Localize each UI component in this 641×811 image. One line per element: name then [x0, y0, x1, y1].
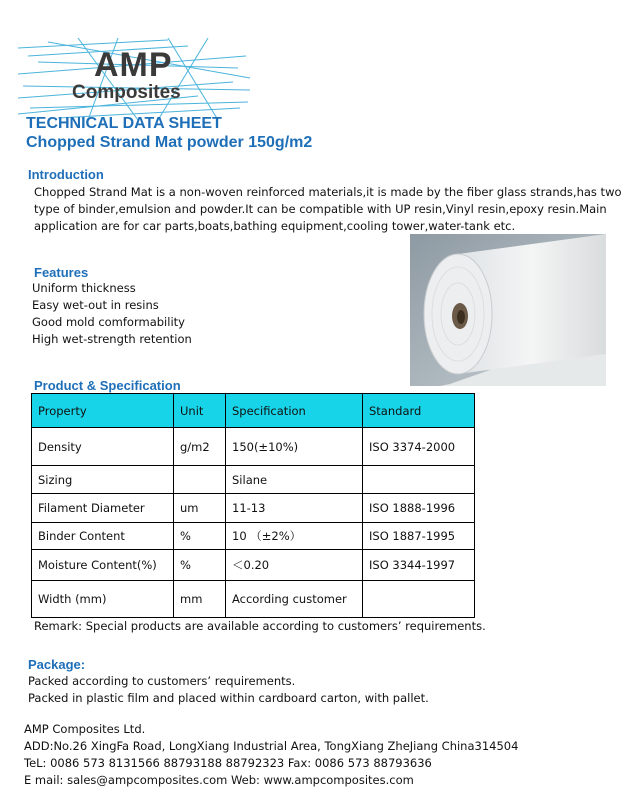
table-header-row — [32, 394, 475, 428]
document-subtitle: Chopped Strand Mat powder 150g/m2 — [26, 134, 313, 151]
company-email-web: E mail: sales@ampcomposites.com Web: www.ampcomposites.com — [24, 773, 414, 787]
table-cell: Moisture Content(%) — [32, 550, 174, 581]
table-cell — [174, 466, 226, 494]
features-heading: Features — [34, 265, 89, 280]
package-line: Packed according to customers’ requirements. — [28, 674, 296, 688]
introduction-text — [34, 184, 626, 235]
table-cell: ＜0.20 — [226, 550, 363, 581]
package-line: Packed in plastic film and placed within cardboard carton, with pallet. — [28, 691, 429, 705]
table-cell: Silane — [226, 466, 363, 494]
table-cell: Density — [32, 428, 174, 466]
table-cell — [363, 466, 475, 494]
glass-fiber-mat-roll-photo — [410, 234, 606, 386]
table-cell: ISO 1888-1996 — [363, 494, 475, 523]
introduction-line: type of binder,emulsion and powder.It can be compatible with UP resin,Vinyl resin,epoxy resin.Main — [34, 202, 607, 216]
company-phone-fax: TeL: 0086 573 8131566 88793188 88792323 Fax: 0086 573 88793636 — [24, 756, 432, 770]
table-cell: um — [174, 494, 226, 523]
company-name: AMP Composites Ltd. — [24, 722, 146, 736]
table-row — [32, 466, 475, 494]
table-cell: g/m2 — [174, 428, 226, 466]
table-cell: Sizing — [32, 466, 174, 494]
introduction-heading: Introduction — [28, 167, 104, 182]
table-cell: % — [174, 523, 226, 550]
table-cell: ISO 3344-1997 — [363, 550, 475, 581]
table-cell: Binder Content — [32, 523, 174, 550]
table-cell: % — [174, 550, 226, 581]
table-row — [32, 523, 475, 550]
table-row — [32, 428, 475, 466]
package-text — [28, 673, 429, 707]
table-row — [32, 550, 475, 581]
column-header: Unit — [174, 394, 226, 428]
table-cell: Filament Diameter — [32, 494, 174, 523]
company-address: ADD:No.26 XingFa Road, LongXiang Industrial Area, TongXiang ZheJiang China314504 — [24, 739, 519, 753]
feature-item: Uniform thickness — [32, 281, 136, 295]
logo-tagline: Composites — [72, 82, 181, 103]
table-cell: 11-13 — [226, 494, 363, 523]
table-cell: mm — [174, 581, 226, 618]
table-cell: ISO 3374-2000 — [363, 428, 475, 466]
table-cell: According customer — [226, 581, 363, 618]
column-header: Standard — [363, 394, 475, 428]
column-header: Specification — [226, 394, 363, 428]
features-list — [32, 280, 192, 348]
introduction-line: Chopped Strand Mat is a non-woven reinforced materials,it is made by the fiber glass strands,has two — [34, 185, 622, 199]
contact-block — [24, 721, 518, 789]
table-cell: ISO 1887-1995 — [363, 523, 475, 550]
table-cell: Width (mm) — [32, 581, 174, 618]
package-heading: Package: — [28, 657, 86, 672]
introduction-line: application are for car parts,boats,bathing equipment,cooling tower,water-tank etc. — [34, 219, 516, 233]
spec-table — [31, 393, 475, 618]
spec-remark: Remark: Special products are available according to customers’ requirements. — [34, 619, 486, 633]
table-row — [32, 581, 475, 618]
table-row — [32, 494, 475, 523]
table-cell: 10 （±2%） — [226, 523, 363, 550]
logo-brand: AMP — [94, 46, 173, 84]
table-cell: 150(±10%) — [226, 428, 363, 466]
feature-item: High wet-strength retention — [32, 332, 192, 346]
column-header: Property — [32, 394, 174, 428]
feature-item: Easy wet-out in resins — [32, 298, 159, 312]
table-cell — [363, 581, 475, 618]
document-title: TECHNICAL DATA SHEET — [26, 115, 222, 132]
product-spec-heading: Product & Specification — [34, 378, 181, 393]
feature-item: Good mold comformability — [32, 315, 185, 329]
